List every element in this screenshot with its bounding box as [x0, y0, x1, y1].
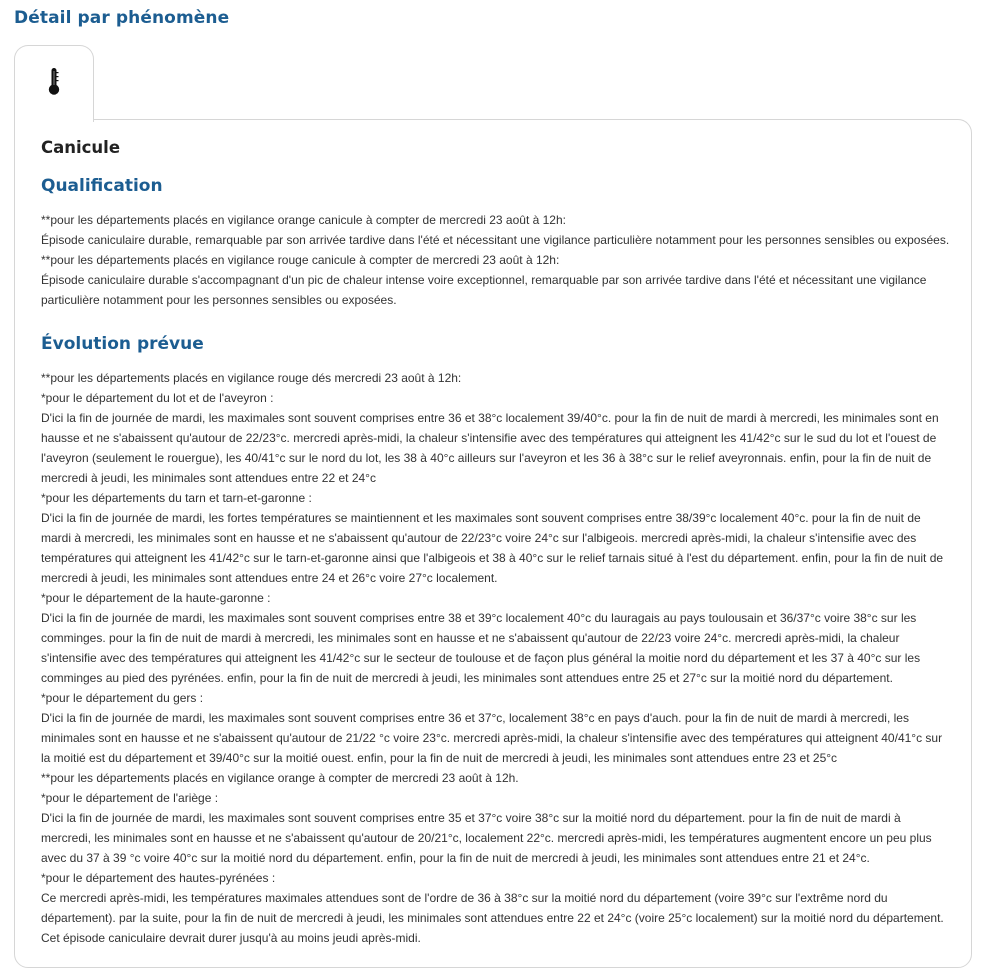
evolution-heading: Évolution prévue	[41, 334, 204, 354]
evolution-line: *pour le département de la haute-garonne :	[41, 591, 271, 605]
phenomenon-panel	[14, 119, 972, 968]
qualification-line: Épisode caniculaire durable s'accompagnant d'un pic de chaleur intense voire exceptionnel, remarquable par son arrivée tardive dans l'été et nécessitant une vigilance particulière notamment pour les personnes sensibles ou exposées.	[41, 273, 927, 307]
qualification-line: **pour les départements placés en vigilance rouge canicule à compter de mercredi 23 août à 12h:	[41, 253, 560, 267]
evolution-line: **pour les départements placés en vigilance rouge dés mercredi 23 août à 12h:	[41, 371, 462, 385]
evolution-line: D'ici la fin de journée de mardi, les fortes températures se maintiennent et les maximales sont souvent comprises entre 38/39°c localement 40°c. pour la fin de nuit de mardi à mercredi, les minimales sont en hausse et ne s'abaissent qu'autour de 22/23°c voire 24°c sur l'albigeois. mercredi après-midi, la chaleur s'intensifie avec des températures qui atteignent les 41/42°c sur le tarn-et-garonne ainsi que l'albigeois et 38 à 40°c sur le relief tarnais situé à l'est du département. enfin, pour la fin de nuit de mercredi à jeudi, les minimales sont attendues entre 24 et 26°c voire 27°c localement.	[41, 511, 944, 585]
evolution-line: **pour les départements placés en vigilance orange à compter de mercredi 23 août à 12h.	[41, 771, 519, 785]
thermometer-icon	[47, 67, 61, 97]
evolution-line: *pour le département du gers :	[41, 691, 204, 705]
evolution-line: *pour le département du lot et de l'aveyron :	[41, 391, 274, 405]
evolution-line: D'ici la fin de journée de mardi, les maximales sont souvent comprises entre 35 et 37°c voire 38°c sur la moitié nord du département. pour la fin de nuit de mardi à mercredi, les minimales sont en hausse et ne s'abaissent qu'autour de 20/21°c, localement 22°c. mercredi après-midi, les températures augmentent encore un peu plus avec du 37 à 39 °c voire 40°c sur la moitié nord du département. enfin, pour la fin de nuit de mercredi à jeudi, les minimales sont attendues entre 21 et 24°c.	[41, 811, 932, 865]
evolution-line: Ce mercredi après-midi, les températures maximales attendues sont de l'ordre de 36 à 38°c sur la moitié nord du département (voire 39°c sur l'extrême nord du département). par la suite, pour la fin de nuit de mercredi à jeudi, les minimales sont attendues entre 22 et 24°c (voire 25°c localement) sur la moitié nord du département.	[41, 891, 944, 925]
evolution-line: Cet épisode caniculaire devrait durer jusqu'à au moins jeudi après-midi.	[41, 931, 421, 945]
evolution-line: D'ici la fin de journée de mardi, les maximales sont souvent comprises entre 38 et 39°c localement 40°c du lauragais au pays toulousain et 36/37°c voire 38°c sur les comminges. pour la fin de nuit de mardi à mercredi, les minimales sont en hausse et ne s'abaissent qu'autour de 22/23 voire 24°c. mercredi après-midi, la chaleur s'intensifie avec des températures qui atteignent les 41/42°c sur le secteur de toulouse et de façon plus général la moitie nord du département et les 37 à 40°c sur les comminges au pied des pyrénées. enfin, pour la fin de nuit de mercredi à jeudi, les minimales sont attendues entre 25 et 27°c sur la moitié nord du département.	[41, 611, 921, 685]
tab-canicule[interactable]	[14, 45, 94, 122]
qualification-line: **pour les départements placés en vigilance orange canicule à compter de mercredi 23 août à 12h:	[41, 213, 566, 227]
evolution-line: D'ici la fin de journée de mardi, les maximales sont souvent comprises entre 36 et 38°c localement 39/40°c. pour la fin de nuit de mardi à mercredi, les minimales sont en hausse et ne s'abaissent qu'autour de 22/23°c. mercredi après-midi, la chaleur s'intensifie avec des températures qui atteignent les 41/42°c sur le sud du lot et l'ouest de l'aveyron (seulement le rouergue), les 40/41°c sur le nord du lot, les 38 à 40°c ailleurs sur l'aveyron et les 36 à 38°c sur le relief aveyronnais. enfin, pour la fin de nuit de mercredi à jeudi, les minimales sont attendues entre 22 et 24°c	[41, 411, 939, 485]
evolution-line: *pour les départements du tarn et tarn-et-garonne :	[41, 491, 312, 505]
evolution-line: *pour le département de l'ariège :	[41, 791, 219, 805]
evolution-line: *pour le département des hautes-pyrénées :	[41, 871, 276, 885]
qualification-heading: Qualification	[41, 176, 163, 196]
phenomenon-title: Canicule	[41, 138, 121, 157]
qualification-text	[41, 210, 951, 310]
qualification-line: Épisode caniculaire durable, remarquable par son arrivée tardive dans l'été et nécessitant une vigilance particulière notamment pour les personnes sensibles ou exposées.	[41, 233, 950, 247]
evolution-text	[41, 368, 951, 948]
evolution-line: D'ici la fin de journée de mardi, les maximales sont souvent comprises entre 36 et 37°c, localement 38°c en pays d'auch. pour la fin de nuit de mardi à mercredi, les minimales sont en hausse et ne s'abaissent qu'autour de 21/22 °c voire 23°c. mercredi après-midi, la chaleur s'intensifie avec des températures qui atteignent 40/41°c sur la moitié est du département et 39/40°c sur la moitié ouest. enfin, pour la fin de nuit de mercredi à jeudi, les minimales sont attendues entre 23 et 25°c	[41, 711, 943, 765]
section-title: Détail par phénomène	[14, 8, 230, 28]
